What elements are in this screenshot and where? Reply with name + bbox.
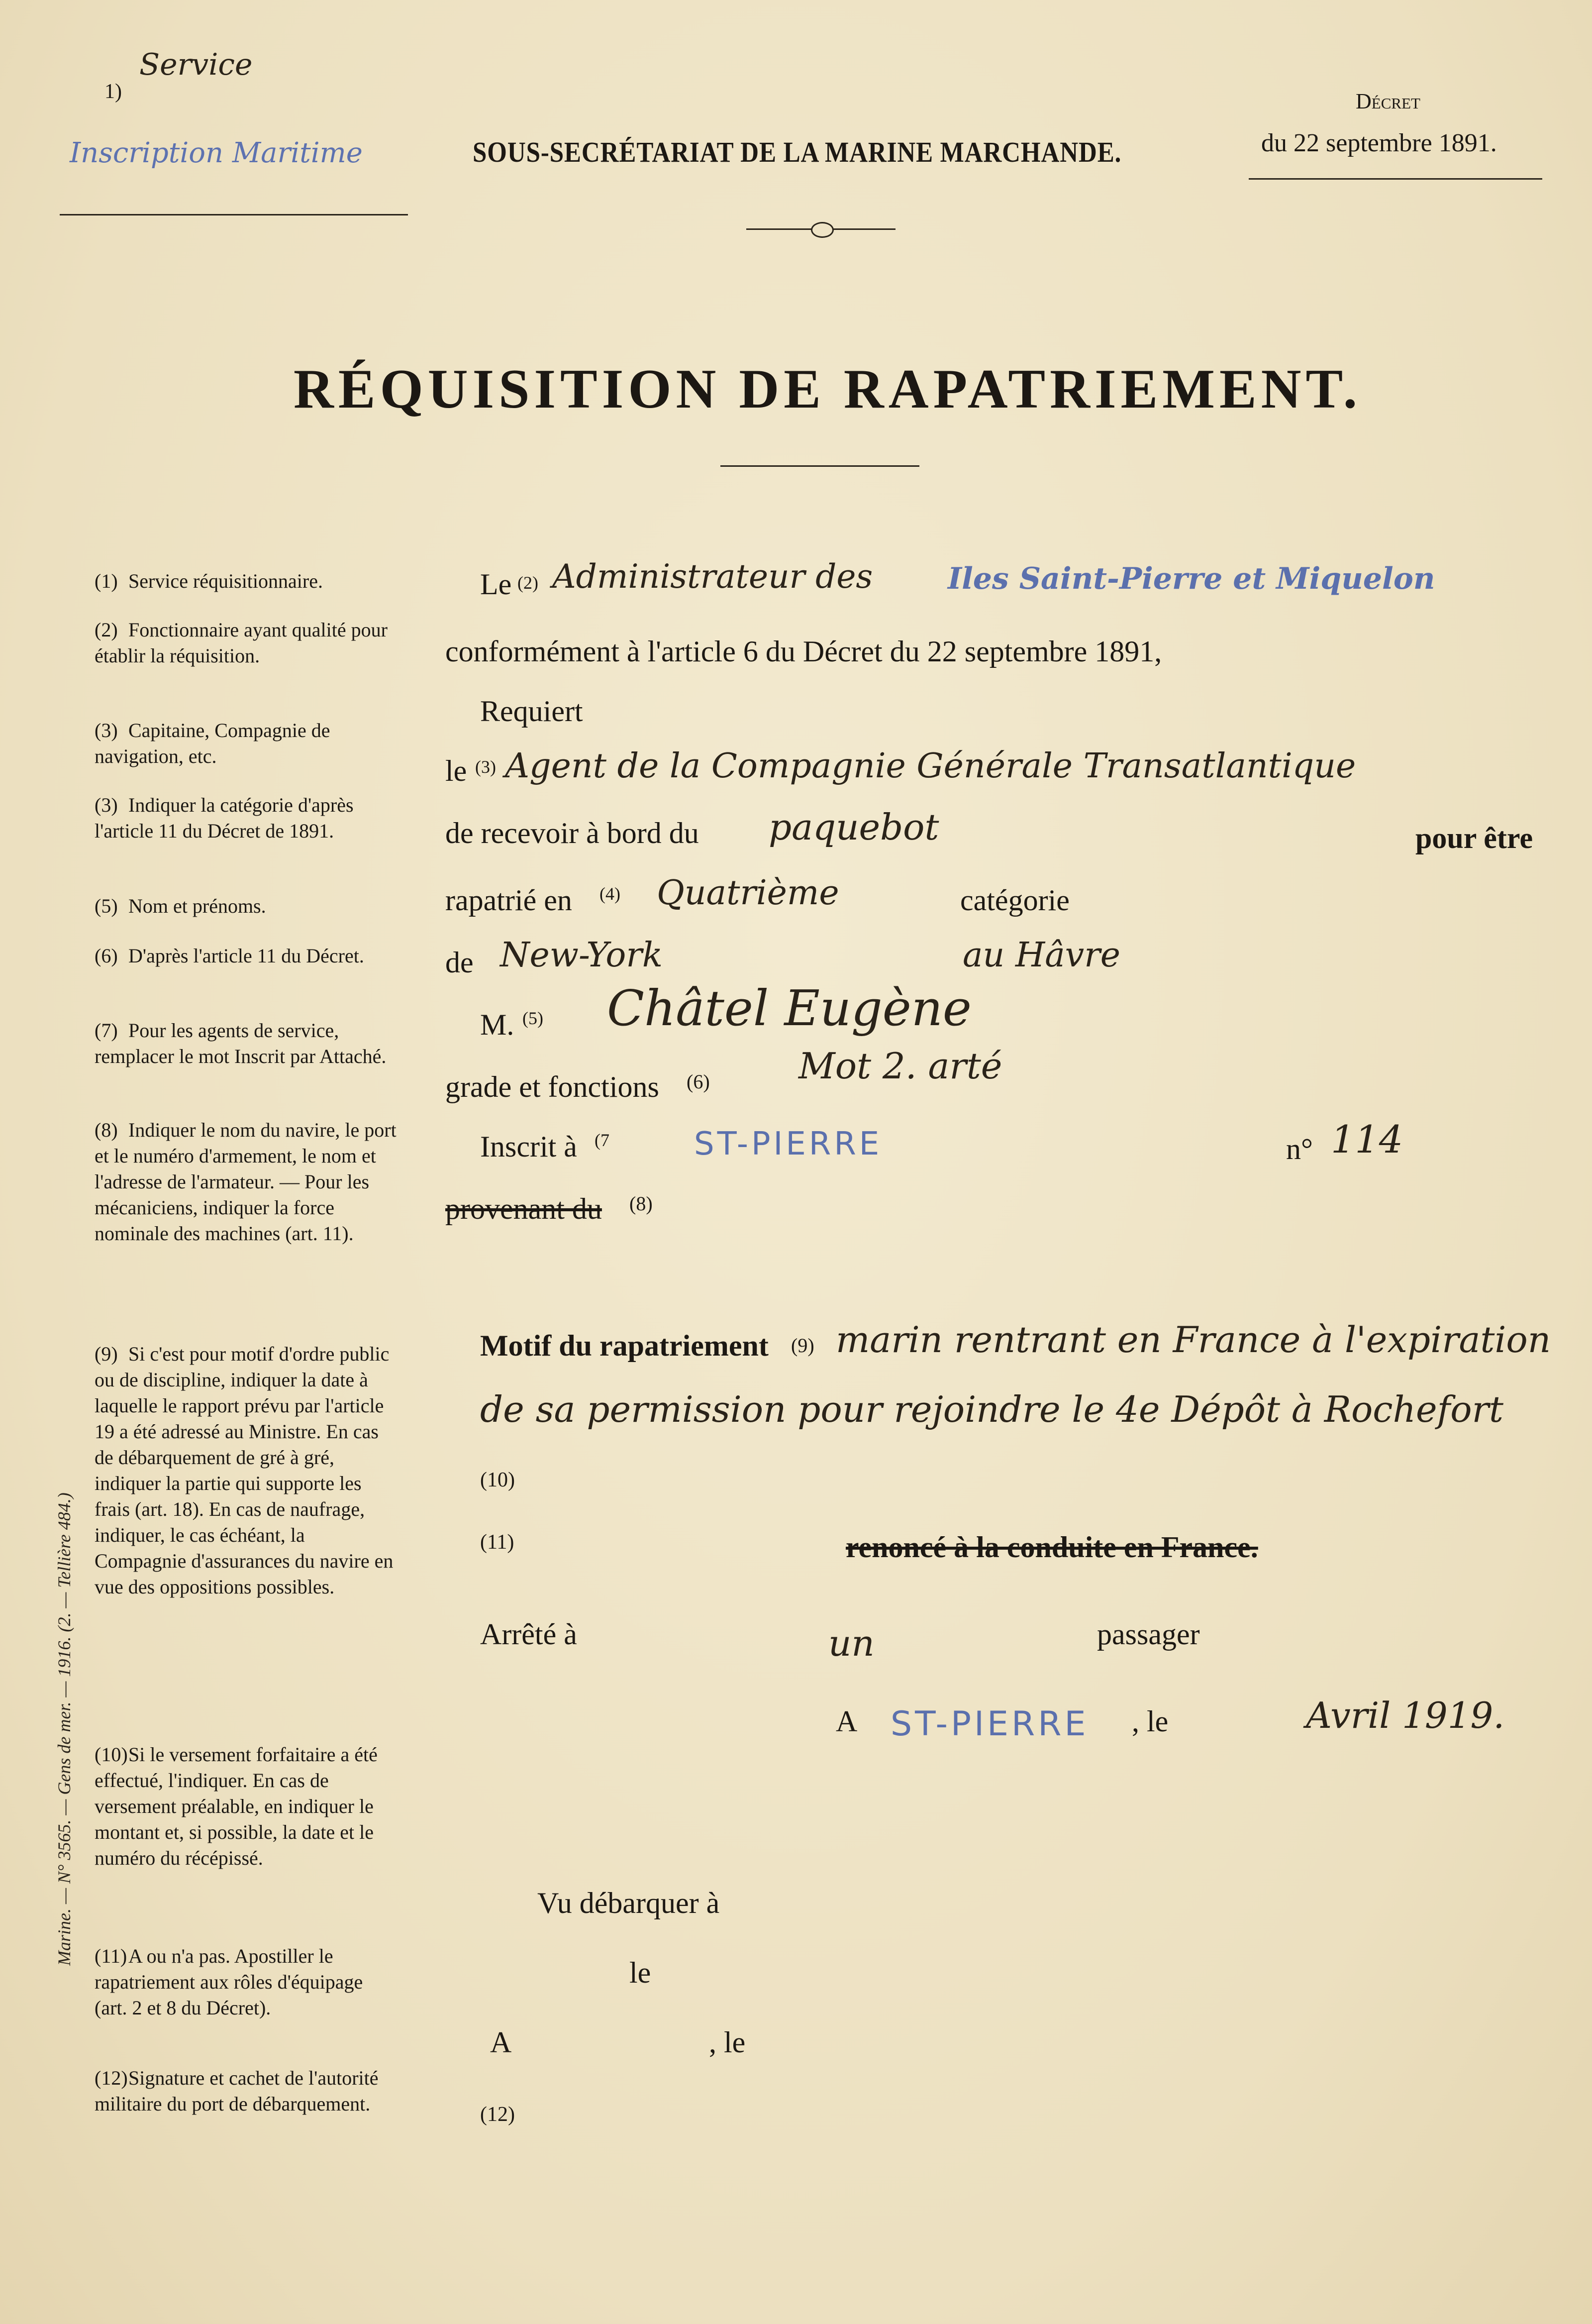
marker-8: (8) xyxy=(629,1192,653,1215)
requiert-label: Requiert xyxy=(480,695,583,728)
footnote-12: (12)Signature et cachet de l'autorité militaire du port de débarquement. xyxy=(95,2067,379,2115)
recevoir-label: de recevoir à bord du xyxy=(445,817,699,849)
renonce-text: renoncé à la conduite en France. xyxy=(846,1531,1258,1564)
decree-date: du 22 septembre 1891. xyxy=(1261,129,1497,157)
footnote-10: (10)Si le versement forfaitaire a été effectué, l'indiquer. En cas de versement préalable, en indiquer le montant et, si possible, la date et le numéro du récépissé. xyxy=(95,1743,378,1869)
footnote-6: (6) D'après l'article 11 du Décret. xyxy=(95,945,364,967)
footnote-1: (1) Service réquisitionnaire. xyxy=(95,570,323,592)
administrator-field: Administrateur des xyxy=(552,557,873,596)
footnote-3: (3) Capitaine, Compagnie de navigation, etc. xyxy=(95,719,330,767)
origin-field: New-York xyxy=(500,936,663,975)
place-stamp: ST-PIERRE xyxy=(891,1704,1089,1744)
footnote-11: (11)A ou n'a pas. Apostiller le rapatriement aux rôles d'équipage (art. 2 et 8 du Décret). xyxy=(95,1945,363,2019)
footnote-5: (5) Nom et prénoms. xyxy=(95,895,266,917)
rapatrie-label: rapatrié en xyxy=(445,884,572,917)
conformement-line: conformément à l'article 6 du Décret du 22 septembre 1891, xyxy=(445,635,1162,668)
title-rule xyxy=(720,465,919,467)
a-label-2: A xyxy=(490,2026,512,2059)
footnote-marker-1: 1) xyxy=(104,80,122,103)
number-label: n° xyxy=(1286,1133,1313,1165)
class-field: Quatrième xyxy=(657,873,839,913)
grade-field: Mot 2. arté xyxy=(798,1045,1002,1087)
motif-field-line1: marin rentrant en France à l'expiration xyxy=(836,1319,1551,1361)
document-title: RÉQUISITION DE RAPATRIEMENT. xyxy=(294,358,1362,420)
ornament-icon xyxy=(811,222,834,238)
le-comma-label: , le xyxy=(1132,1705,1169,1738)
marker-6: (6) xyxy=(687,1070,710,1093)
number-field: 114 xyxy=(1331,1117,1403,1162)
marker-2: (2) xyxy=(517,573,538,593)
marker-5: (5) xyxy=(522,1008,543,1028)
name-field: Châtel Eugène xyxy=(607,980,972,1037)
date-field: Avril 1919. xyxy=(1306,1694,1505,1736)
de-label: de xyxy=(445,946,474,979)
le3-label: le xyxy=(445,754,467,787)
m-label: M. xyxy=(480,1008,514,1041)
inscrit-label: Inscrit à xyxy=(480,1130,577,1163)
arrete-label: Arrêté à xyxy=(480,1618,577,1651)
footnote-7: (7) Pour les agents de service, remplacer le mot Inscrit par Attaché. xyxy=(95,1019,387,1067)
le-comma-label-2: , le xyxy=(709,2026,746,2059)
footnote-2: (2) Fonctionnaire ayant qualité pour établir la réquisition. xyxy=(95,619,388,667)
ministry-title: SOUS-SECRÉTARIAT DE LA MARINE MARCHANDE. xyxy=(473,136,1122,168)
decree-label: Décret xyxy=(1356,89,1420,113)
grade-label: grade et fonctions xyxy=(445,1070,659,1103)
service-stamp: Inscription Maritime xyxy=(70,137,363,169)
agent-field: Agent de la Compagnie Générale Transatlantique xyxy=(505,746,1356,786)
vessel-field: paquebot xyxy=(769,806,939,848)
marker-9: (9) xyxy=(791,1334,814,1357)
vu-debarquer-label: Vu débarquer à xyxy=(537,1887,720,1919)
printer-imprint: Marine. — N° 3565. — Gens de mer. — 1916. (2. — Tellière 484.) xyxy=(54,1492,74,1966)
categorie-label: catégorie xyxy=(960,884,1070,917)
le-label: Le xyxy=(480,568,512,601)
passager-label: passager xyxy=(1097,1618,1200,1651)
islands-stamp: Iles Saint-Pierre et Miquelon xyxy=(948,561,1435,596)
a-label: A xyxy=(836,1705,858,1738)
passenger-count-field: un xyxy=(828,1622,875,1664)
motif-label: Motif du rapatriement xyxy=(480,1329,769,1362)
service-rule xyxy=(60,214,408,215)
marker-3: (3) xyxy=(475,757,496,777)
footnote-4: (3) Indiquer la catégorie d'après l'article 11 du Décret de 1891. xyxy=(95,794,354,842)
destination-field: au Hâvre xyxy=(963,936,1120,975)
marker-12: (12) xyxy=(480,2103,515,2126)
decree-rule xyxy=(1249,178,1542,180)
footnote-8: (8) Indiquer le nom du navire, le port et le numéro d'armement, le nom et l'adresse de l'armateur. — Pour les mécaniciens, indiquer la force nominale des machines (art. 11). xyxy=(95,1119,397,1245)
marker-4: (4) xyxy=(599,884,620,904)
marker-11: (11) xyxy=(480,1531,514,1554)
provenant-label: provenant du xyxy=(445,1192,602,1225)
le-label-2: le xyxy=(629,1956,651,1989)
inscrit-stamp: ST-PIERRE xyxy=(694,1126,883,1162)
service-handwritten: Service xyxy=(139,47,253,82)
footnote-9: (9) Si c'est pour motif d'ordre public ou de discipline, indiquer la date à laquelle le rapport prévu par l'article 19 a été adressé au Ministre. En cas de débarquement de gré à gré, indiquer la partie qui supporte les frais (art. 18). En cas de naufrage, indiquer, le cas échéant, la Compagnie d'assurances du navire en vue des oppositions possibles. xyxy=(95,1343,394,1598)
motif-field-line2: de sa permission pour rejoindre le 4e Dépôt à Rochefort xyxy=(480,1388,1503,1430)
marker-10: (10) xyxy=(480,1469,515,1491)
marker-7: (7 xyxy=(595,1130,609,1150)
pour-etre-label: pour être xyxy=(1415,822,1533,854)
